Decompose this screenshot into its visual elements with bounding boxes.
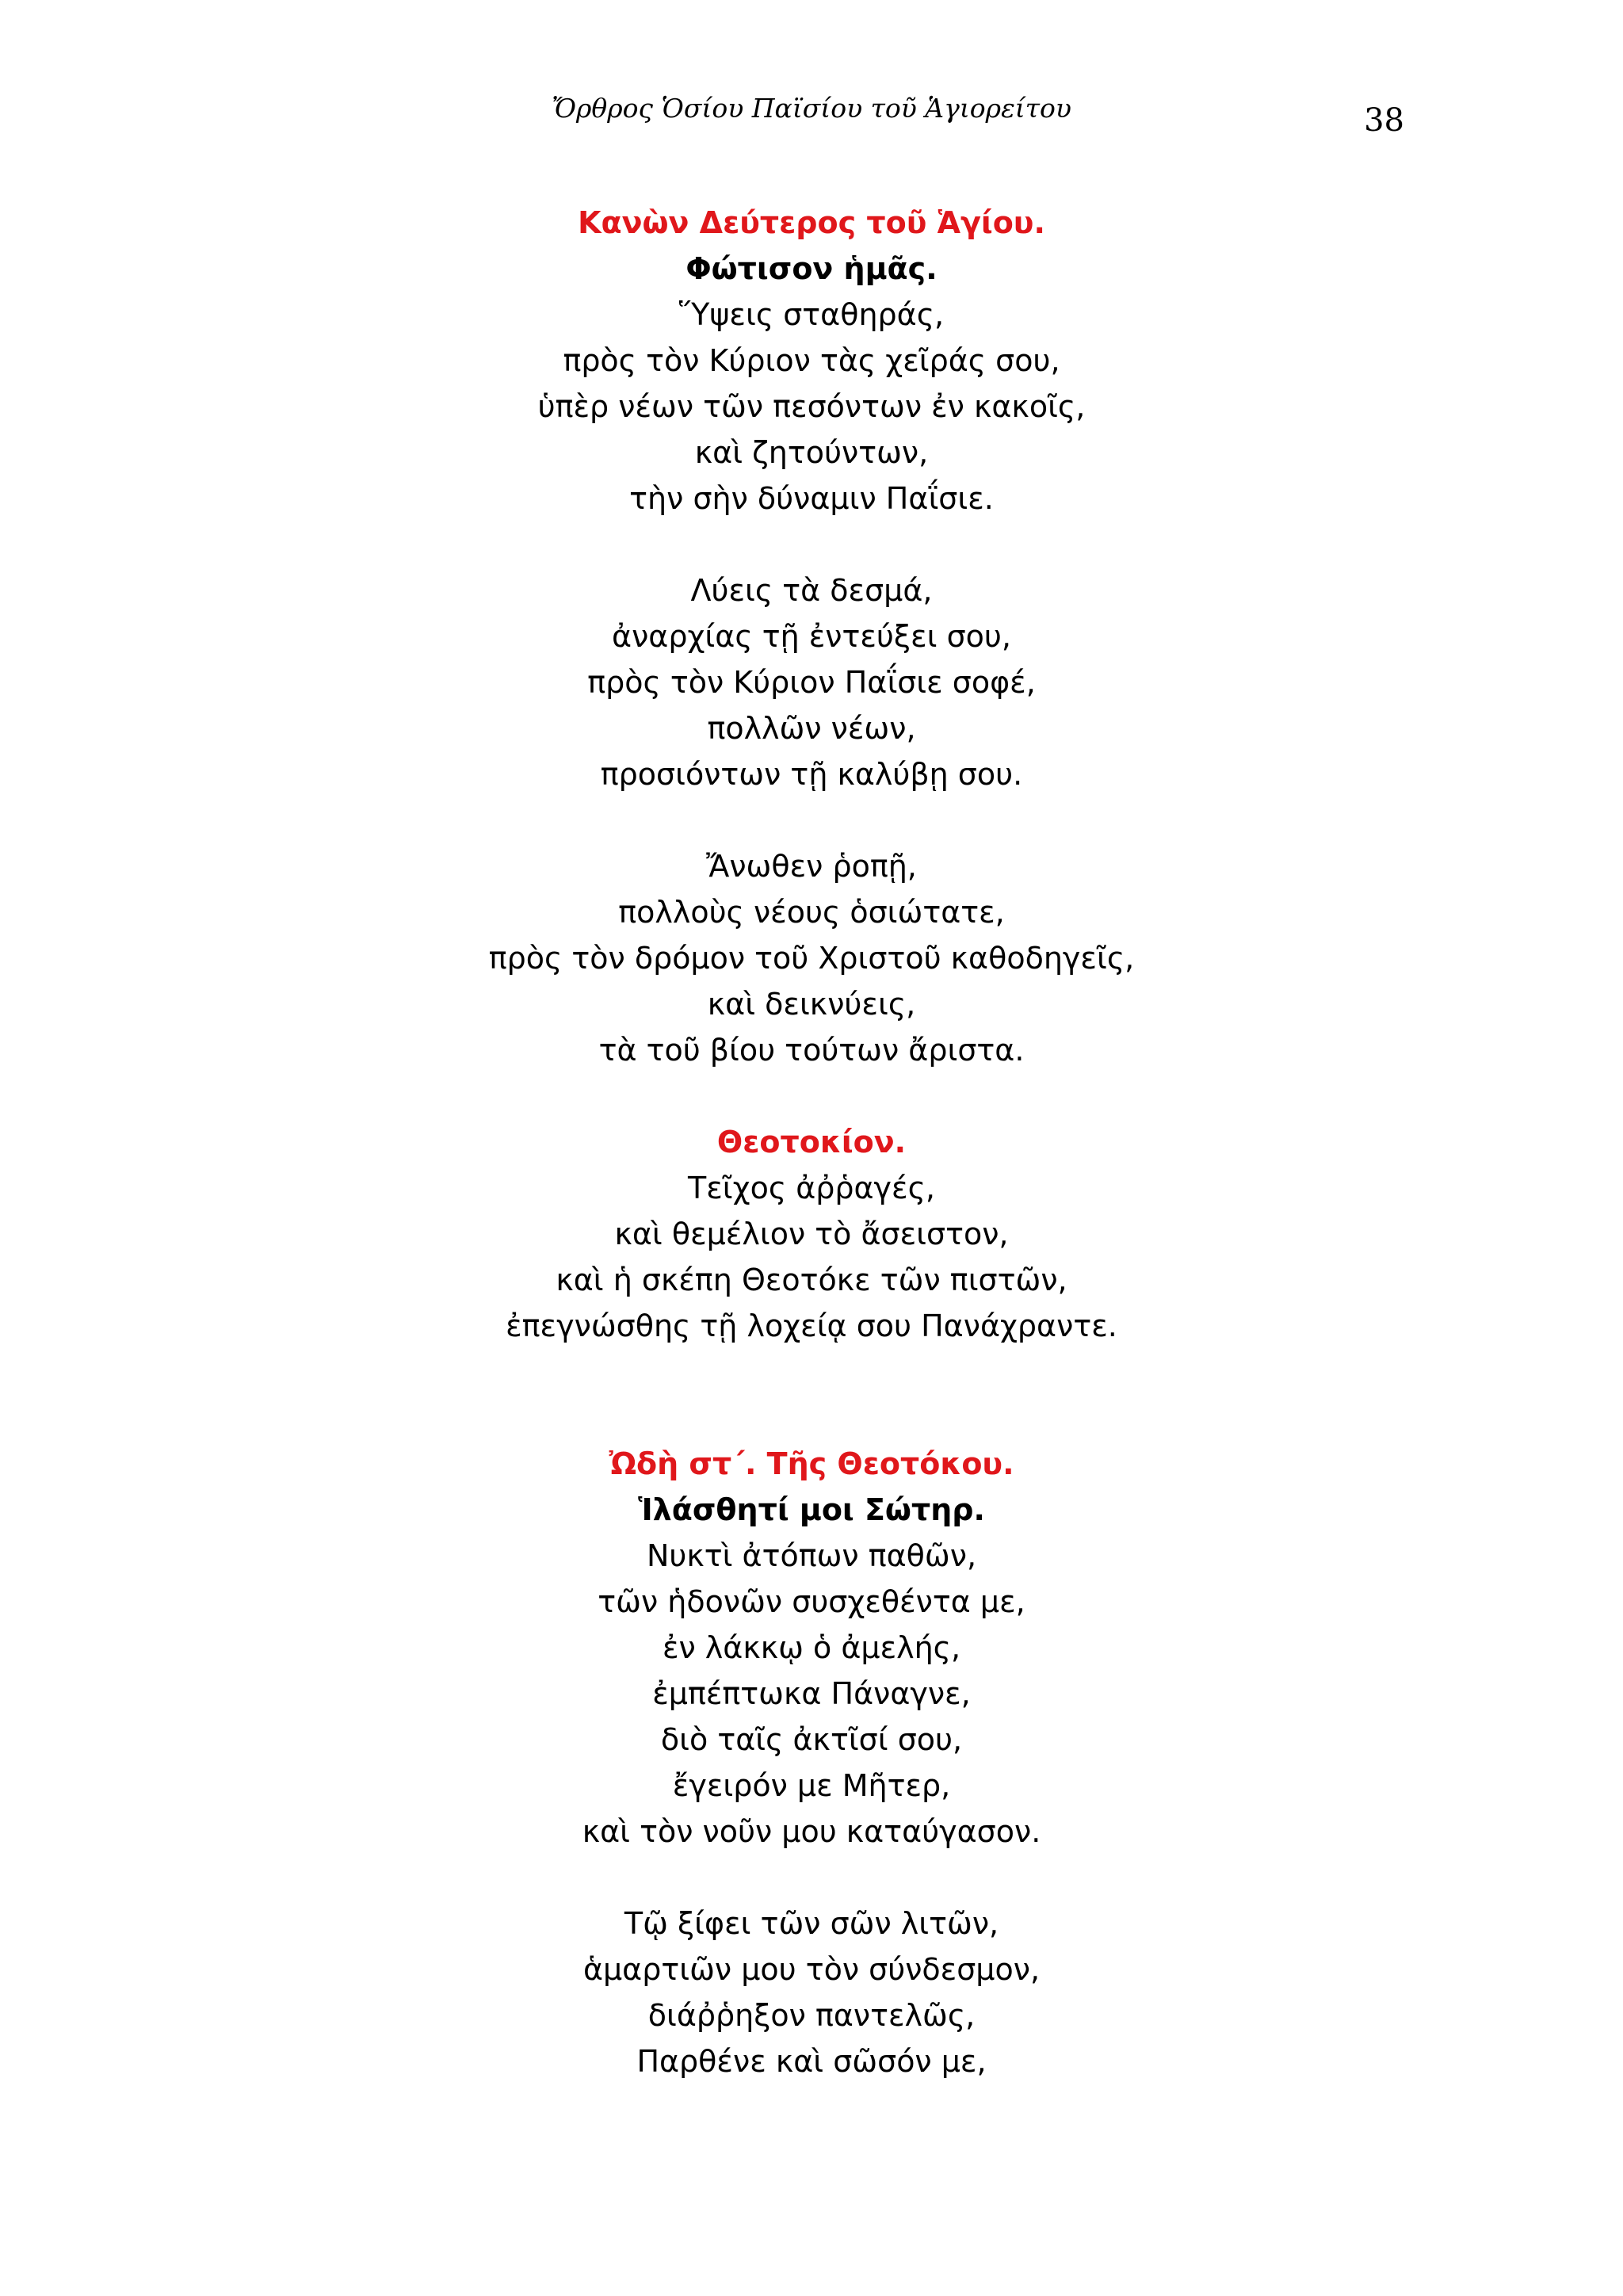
verse-line: διὸ ταῖς ἀκτῖσί σου,	[660, 1722, 963, 1757]
verse-line: τὴν σὴν δύναμιν Παΐσιε.	[629, 481, 994, 516]
verse-line: καὶ δεικνύεις,	[707, 987, 916, 1022]
verse-line: ἔγειρόν με Μῆτερ,	[672, 1768, 951, 1803]
verse-line: ἀναρχίας τῇ ἐντεύξει σου,	[612, 619, 1011, 654]
verse-line: καὶ ζητούντων,	[694, 435, 929, 470]
verse-line: ἐπεγνώσθης τῇ λοχείᾳ σου Πανάχραντε.	[506, 1308, 1117, 1343]
verse-line: πολλῶν νέων,	[707, 711, 916, 746]
verse-line: πολλοὺς νέους ὁσιώτατε,	[618, 895, 1005, 930]
verse-line: Ἄνωθεν ῥοπῇ,	[706, 849, 917, 884]
verse-line: διάῤῥηξον παντελῶς,	[647, 1998, 976, 2033]
verse-line: πρὸς τὸν δρόμον τοῦ Χριστοῦ καθοδηγεῖς,	[488, 941, 1135, 976]
page-body	[0, 200, 1623, 2084]
verse-line: ἁμαρτιῶν μου τὸν σύνδεσμον,	[582, 1952, 1041, 1987]
section-spacer	[0, 1349, 1623, 1441]
verse-line: καὶ θεμέλιον τὸ ἄσειστον,	[614, 1217, 1009, 1251]
section-subtitle-heirmos: Φώτισον ἡμᾶς.	[685, 251, 938, 286]
verse-line: ἐμπέπτωκα Πάναγνε,	[652, 1676, 971, 1711]
section-title-theotokion: Θεοτοκίον.	[716, 1125, 907, 1159]
stanza-ode-6-1	[0, 1533, 1623, 1855]
verse-line: καὶ ἡ σκέπη Θεοτόκε τῶν πιστῶν,	[556, 1263, 1067, 1297]
verse-line: ἐν λάκκῳ ὁ ἀμελής,	[662, 1630, 961, 1665]
verse-line: τῶν ἡδονῶν συσχεθέντα με,	[598, 1584, 1025, 1619]
verse-line: τὰ τοῦ βίου τούτων ἄριστα.	[598, 1033, 1025, 1068]
section-title-ode-6: Ὠδὴ στ΄. Τῆς Θεοτόκου.	[609, 1446, 1014, 1481]
verse-line: Τεῖχος ἀῤῥαγές,	[688, 1171, 935, 1205]
page-number: 38	[1364, 102, 1404, 139]
stanza-spacer	[0, 521, 1623, 567]
section-subtitle-heirmos: Ἱλάσθητί μοι Σώτηρ.	[638, 1492, 985, 1527]
verse-line: Ὕψεις σταθηράς,	[678, 297, 945, 332]
verse-line: προσιόντων τῇ καλύβῃ σου.	[600, 757, 1023, 792]
stanza-3	[0, 843, 1623, 1073]
running-header-title: Ὄρθρος Ὁσίου Παϊσίου τοῦ Ἁγιορείτου	[552, 93, 1071, 124]
section-title-kanon: Κανὼν Δεύτερος τοῦ Ἁγίου.	[578, 205, 1045, 240]
stanza-1	[0, 292, 1623, 521]
verse-line: Νυκτὶ ἀτόπων παθῶν,	[646, 1538, 977, 1573]
stanza-spacer	[0, 797, 1623, 843]
verse-line: Παρθένε καὶ σῶσόν με,	[636, 2044, 987, 2079]
verse-line: ὑπὲρ νέων τῶν πεσόντων ἐν κακοῖς,	[537, 389, 1086, 424]
stanza-spacer	[0, 1073, 1623, 1119]
verse-line: καὶ τὸν νοῦν μου καταύγασον.	[582, 1814, 1041, 1849]
verse-line: πρὸς τὸν Κύριον Παΐσιε σοφέ,	[587, 665, 1036, 700]
verse-line: πρὸς τὸν Κύριον τὰς χεῖράς σου,	[563, 343, 1060, 378]
verse-line: Λύεις τὰ δεσμά,	[690, 573, 933, 608]
stanza-2	[0, 567, 1623, 797]
stanza-ode-6-2	[0, 1901, 1623, 2084]
stanza-theotokion	[0, 1165, 1623, 1349]
stanza-spacer	[0, 1855, 1623, 1901]
verse-line: Τῷ ξίφει τῶν σῶν λιτῶν,	[624, 1906, 999, 1941]
